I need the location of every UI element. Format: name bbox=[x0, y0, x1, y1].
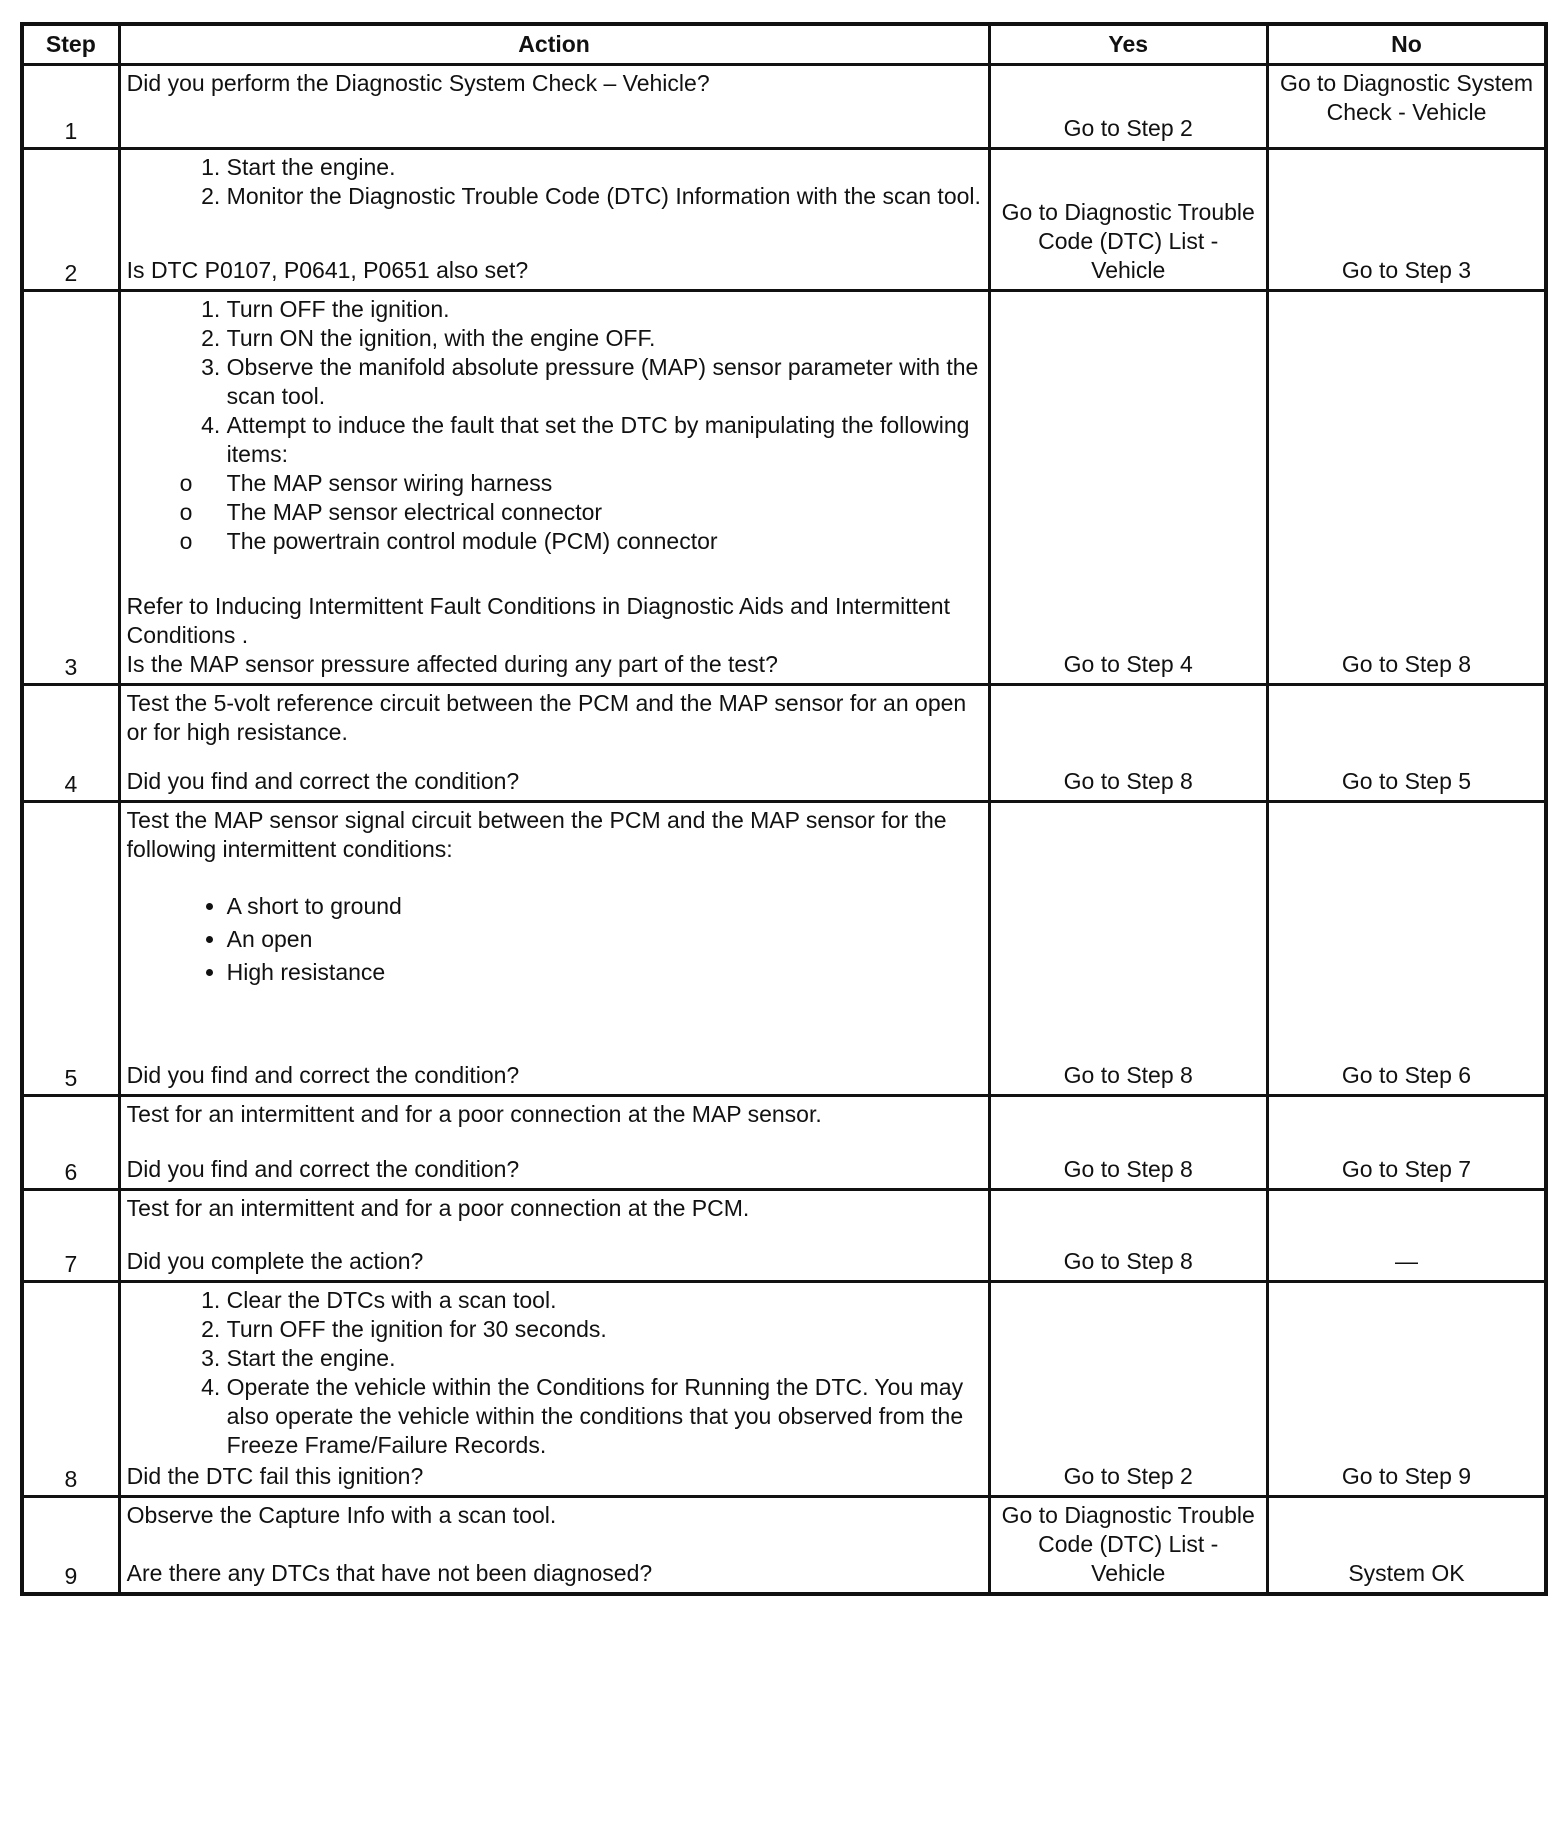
action-subitem: o The MAP sensor electrical connector bbox=[227, 498, 982, 527]
action-text: Test the MAP sensor signal circuit between the PCM and the MAP sensor for the following intermittent conditions: bbox=[126, 806, 947, 862]
action-step-item: 1. Start the engine. bbox=[227, 153, 982, 182]
yes-cell: Go to Step 2 bbox=[989, 64, 1267, 148]
table-row bbox=[22, 64, 1546, 148]
table-row bbox=[22, 148, 1546, 290]
yes-cell: Go to Step 8 bbox=[989, 801, 1267, 1095]
action-bullets bbox=[127, 892, 982, 987]
action-step-item: 2. Monitor the Diagnostic Trouble Code (DTC) Information with the scan tool. bbox=[227, 182, 982, 211]
action-subitem: o The MAP sensor wiring harness bbox=[227, 469, 982, 498]
no-cell: Go to Step 8 bbox=[1267, 290, 1546, 684]
action-step-item: 3. Start the engine. bbox=[227, 1344, 982, 1373]
action-cell bbox=[119, 148, 989, 290]
table-row bbox=[22, 1281, 1546, 1496]
no-cell: Go to Step 3 bbox=[1267, 148, 1546, 290]
step-number: 4 bbox=[22, 684, 119, 801]
action-bullet: • A short to ground bbox=[227, 892, 982, 921]
step-number: 3 bbox=[22, 290, 119, 684]
action-question: Did you find and correct the condition? bbox=[126, 1061, 520, 1088]
header-step: Step bbox=[22, 24, 119, 64]
action-question: Is the MAP sensor pressure affected during any part of the test? bbox=[126, 650, 778, 677]
action-question: Did you find and correct the condition? bbox=[126, 1155, 520, 1182]
action-step-item: 2. Turn OFF the ignition for 30 seconds. bbox=[227, 1315, 982, 1344]
action-text: Test the 5-volt reference circuit between the PCM and the MAP sensor for an open or for high resistance. bbox=[126, 689, 967, 745]
step-number: 6 bbox=[22, 1095, 119, 1189]
action-bullet: • An open bbox=[227, 925, 982, 954]
yes-cell: Go to Diagnostic Trouble Code (DTC) List - Vehicle bbox=[989, 148, 1267, 290]
yes-cell: Go to Step 4 bbox=[989, 290, 1267, 684]
action-bullet: • High resistance bbox=[227, 958, 982, 987]
table-row bbox=[22, 1189, 1546, 1281]
step-number: 1 bbox=[22, 64, 119, 148]
step-number: 8 bbox=[22, 1281, 119, 1496]
action-step-item: 3. Observe the manifold absolute pressure (MAP) sensor parameter with the scan tool. bbox=[227, 353, 982, 411]
action-question: Did you complete the action? bbox=[126, 1247, 424, 1274]
action-question: Did you find and correct the condition? bbox=[126, 767, 520, 794]
table-row bbox=[22, 684, 1546, 801]
table-row bbox=[22, 290, 1546, 684]
step-number: 5 bbox=[22, 801, 119, 1095]
action-text: Test for an intermittent and for a poor connection at the PCM. bbox=[126, 1194, 750, 1221]
step-number: 2 bbox=[22, 148, 119, 290]
table-row bbox=[22, 801, 1546, 1095]
yes-cell: Go to Step 8 bbox=[989, 684, 1267, 801]
action-text: Observe the Capture Info with a scan tool. bbox=[126, 1501, 557, 1528]
step-number: 9 bbox=[22, 1496, 119, 1594]
action-cell bbox=[119, 1281, 989, 1496]
action-step-item: 4. Operate the vehicle within the Conditions for Running the DTC. You may also operate the vehicle within the conditions that you observed from the Freeze Frame/Failure Records. bbox=[227, 1373, 982, 1460]
no-cell: Go to Step 6 bbox=[1267, 801, 1546, 1095]
no-cell: Go to Step 9 bbox=[1267, 1281, 1546, 1496]
action-cell bbox=[119, 801, 989, 1095]
diagnostic-table bbox=[20, 22, 1548, 1596]
action-subitems bbox=[127, 469, 982, 556]
no-cell: Go to Diagnostic System Check - Vehicle bbox=[1267, 64, 1546, 148]
header-no: No bbox=[1267, 24, 1546, 64]
header-yes: Yes bbox=[989, 24, 1267, 64]
action-cell bbox=[119, 64, 989, 148]
no-cell: System OK bbox=[1267, 1496, 1546, 1594]
action-note: Refer to Inducing Intermittent Fault Conditions in Diagnostic Aids and Intermittent Conditions . bbox=[126, 592, 950, 648]
action-question: Is DTC P0107, P0641, P0651 also set? bbox=[126, 256, 529, 283]
action-text: Did you perform the Diagnostic System Check – Vehicle? bbox=[126, 69, 710, 96]
action-question: Did the DTC fail this ignition? bbox=[126, 1462, 424, 1489]
action-cell bbox=[119, 684, 989, 801]
action-steps bbox=[127, 1286, 982, 1460]
action-subitem: o The powertrain control module (PCM) connector bbox=[227, 527, 982, 556]
action-step-item: 2. Turn ON the ignition, with the engine OFF. bbox=[227, 324, 982, 353]
action-question: Are there any DTCs that have not been diagnosed? bbox=[126, 1559, 653, 1586]
action-cell bbox=[119, 290, 989, 684]
action-steps bbox=[127, 153, 982, 211]
yes-cell: Go to Step 8 bbox=[989, 1189, 1267, 1281]
action-cell bbox=[119, 1189, 989, 1281]
no-cell: Go to Step 7 bbox=[1267, 1095, 1546, 1189]
no-cell: Go to Step 5 bbox=[1267, 684, 1546, 801]
yes-cell: Go to Step 8 bbox=[989, 1095, 1267, 1189]
action-step-item: 4. Attempt to induce the fault that set the DTC by manipulating the following items: bbox=[227, 411, 982, 469]
action-text: Test for an intermittent and for a poor connection at the MAP sensor. bbox=[126, 1100, 822, 1127]
step-number: 7 bbox=[22, 1189, 119, 1281]
action-steps bbox=[127, 295, 982, 469]
action-cell bbox=[119, 1496, 989, 1594]
no-cell: — bbox=[1267, 1189, 1546, 1281]
header-row bbox=[22, 24, 1546, 64]
table-row bbox=[22, 1095, 1546, 1189]
yes-cell: Go to Step 2 bbox=[989, 1281, 1267, 1496]
action-step-item: 1. Turn OFF the ignition. bbox=[227, 295, 982, 324]
header-action: Action bbox=[119, 24, 989, 64]
table-row bbox=[22, 1496, 1546, 1594]
action-step-item: 1. Clear the DTCs with a scan tool. bbox=[227, 1286, 982, 1315]
yes-cell: Go to Diagnostic Trouble Code (DTC) List - Vehicle bbox=[989, 1496, 1267, 1594]
action-cell bbox=[119, 1095, 989, 1189]
